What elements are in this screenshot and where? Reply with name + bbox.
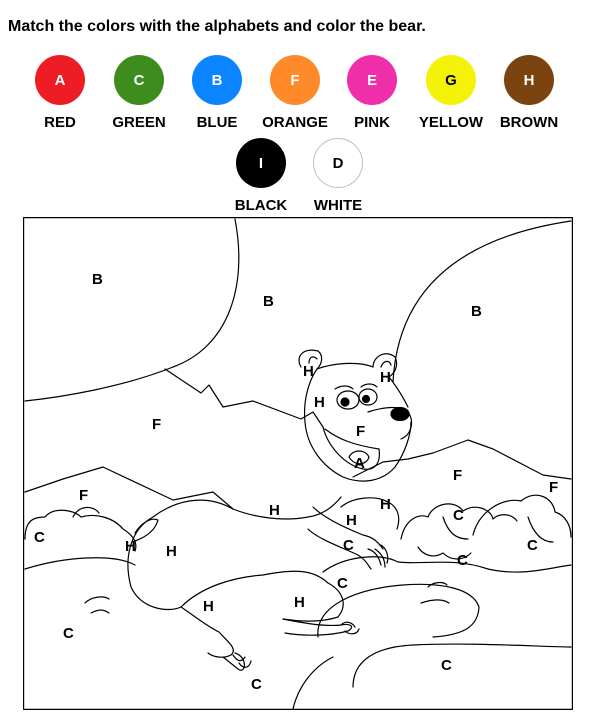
region-label-bear-front-leg: H [294, 594, 305, 611]
color-name-red: RED [44, 114, 76, 131]
region-label-ground-bottom: C [251, 676, 262, 693]
color-swatch-blue: B [192, 55, 242, 105]
region-label-sky-center: B [263, 293, 274, 310]
region-label-rock-under-paw: C [343, 537, 354, 554]
region-label-sky-right: B [471, 303, 482, 320]
color-name-brown: BROWN [499, 114, 559, 131]
color-name-yellow: YELLOW [418, 114, 484, 131]
bear-nose [391, 408, 409, 421]
color-swatch-orange: F [270, 55, 320, 105]
color-name-blue: BLUE [196, 114, 238, 131]
bear-pupil-right [363, 396, 370, 403]
bear-pupil-left [341, 398, 349, 406]
color-name-black: BLACK [234, 197, 288, 214]
color-key-blue [172, 55, 262, 131]
region-label-rock-center: C [337, 575, 348, 592]
color-name-green: GREEN [112, 114, 166, 131]
region-label-mountain-right-1: F [453, 467, 463, 484]
color-swatch-white: D [313, 138, 363, 188]
bear-line-art [23, 217, 573, 710]
color-name-pink: PINK [354, 114, 390, 131]
region-label-bear-muzzle: F [356, 423, 366, 440]
region-label-bear-paw: H [346, 512, 357, 529]
color-swatch-yellow: G [426, 55, 476, 105]
color-key-green [94, 55, 184, 131]
color-key-pink [327, 55, 417, 131]
color-key-white [293, 138, 383, 214]
region-label-ground-left: C [63, 625, 74, 642]
region-label-bear-ear-left: H [303, 363, 314, 380]
color-name-orange: ORANGE [262, 114, 328, 131]
region-label-bush-right-3: C [527, 537, 538, 554]
region-label-bear-hind-leg: H [203, 598, 214, 615]
region-label-mountain-right-2: F [549, 479, 559, 496]
region-label-bear-body: H [269, 502, 280, 519]
region-label-mountain-left: F [79, 487, 89, 504]
color-swatch-pink: E [347, 55, 397, 105]
region-label-bear-head: H [314, 394, 325, 411]
region-label-bear-side: H [125, 538, 136, 555]
color-key-brown [484, 55, 574, 131]
color-swatch-black: I [236, 138, 286, 188]
region-label-mountain-center: F [152, 416, 162, 433]
color-swatch-green: C [114, 55, 164, 105]
picture-frame [24, 218, 573, 710]
coloring-picture [23, 217, 573, 710]
region-label-bear-back: H [166, 543, 177, 560]
region-label-bear-arm: H [380, 496, 391, 513]
instruction-text: Match the colors with the alphabets and color the bear. [8, 18, 426, 35]
color-key-red [15, 55, 105, 131]
color-name-white: WHITE [313, 197, 363, 214]
region-label-ground-right: C [441, 657, 452, 674]
region-label-bush-left: C [34, 529, 45, 546]
region-label-bear-ear-right: H [380, 369, 391, 386]
color-swatch-brown: H [504, 55, 554, 105]
color-key-yellow [406, 55, 496, 131]
color-swatch-red: A [35, 55, 85, 105]
region-label-bush-right-1: C [453, 507, 464, 524]
region-label-sky-left: B [92, 271, 103, 288]
region-label-bear-tongue: A [354, 455, 365, 472]
region-label-bush-right-2: C [457, 552, 468, 569]
